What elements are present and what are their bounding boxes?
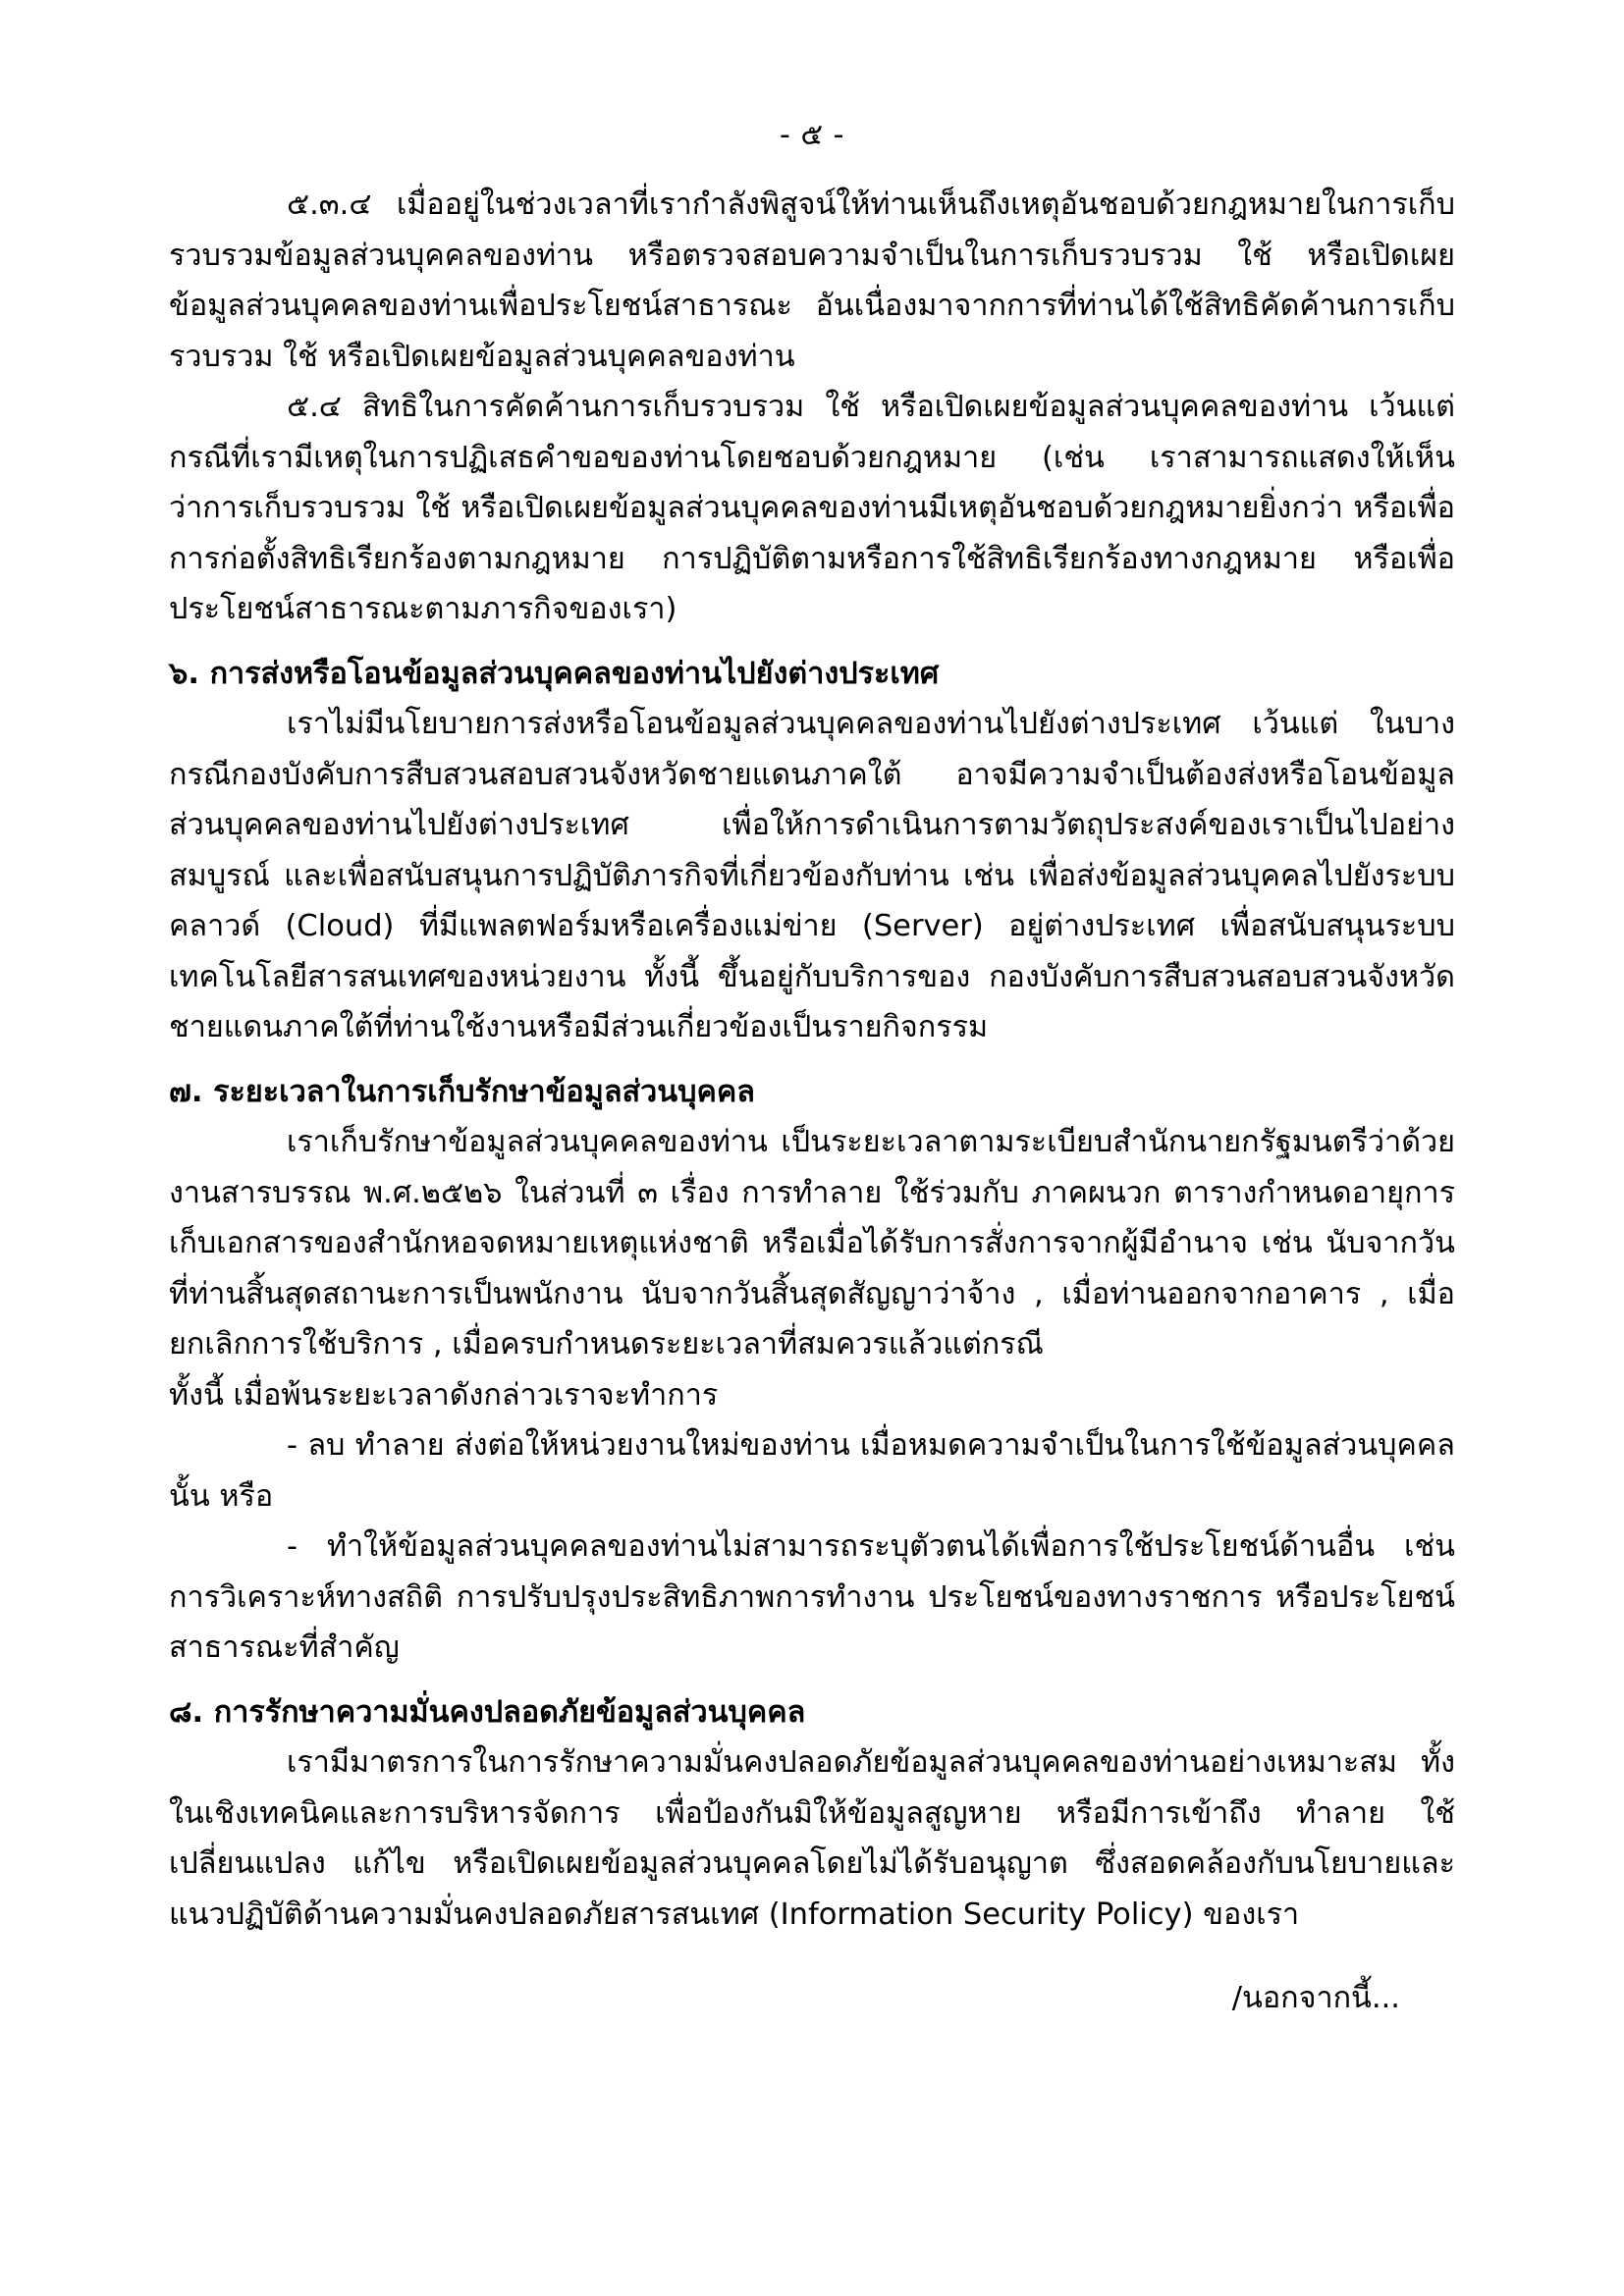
paragraph-section-7-bullet-2: - ทำให้ข้อมูลส่วนบุคคลของท่านไม่สามารถระบุตัวตนได้เพื่อการใช้ประโยชน์ด้านอื่น เช่น การวิเคราะห์ทางสถิติ การปรับปรุงประสิทธิภาพการทำงาน ประโยชน์ของทางราชการ หรือประโยชน์สาธารณะที่สำคัญ	[169, 1529, 1455, 1665]
page-number: - ๕ -	[780, 118, 844, 152]
paragraph-section-7: เราเก็บรักษาข้อมูลส่วนบุคคลของท่าน เป็นระยะเวลาตามระเบียบสำนักนายกรัฐมนตรีว่าด้วยงานสารบรรณ พ.ศ.๒๕๒๖ ในส่วนที่ ๓ เรื่อง การทำลาย ใช้ร่วมกับ ภาคผนวก ตารางกำหนดอายุการเก็บเอกสารของสำนักหอจดหมายเหตุแห่งชาติ หรือเมื่อได้รับการสั่งการจากผู้มีอำนาจ เช่น นับจากวันที่ท่านสิ้นสุดสถานะการเป็นพนักงาน นับจากวันสิ้นสุดสัญญาว่าจ้าง , เมื่อท่านออกจากอาคาร , เมื่อยกเลิกการใช้บริการ , เมื่อครบกำหนดระยะเวลาที่สมควรแล้วแต่กรณี	[169, 1125, 1455, 1362]
paragraph-section-7-continued: ทั้งนี้ เมื่อพ้นระยะเวลาดังกล่าวเราจะทำการ	[169, 1377, 719, 1413]
section-heading-7: ๗. ระยะเวลาในการเก็บรักษาข้อมูลส่วนบุคคล	[169, 1074, 755, 1109]
paragraph-section-8: เรามีมาตรการในการรักษาความมั่นคงปลอดภัยข้อมูลส่วนบุคคลของท่านอย่างเหมาะสม ทั้งในเชิงเทคนิคและการบริหารจัดการ เพื่อป้องกันมิให้ข้อมูลสูญหาย หรือมีการเข้าถึง ทำลาย ใช้ เปลี่ยนแปลง แก้ไข หรือเปิดเผยข้อมูลส่วนบุคคลโดยไม่ได้รับอนุญาต ซึ่งสอดคล้องกับนโยบายและแนวปฏิบัติด้านความมั่นคงปลอดภัยสารสนเทศ (Information Security Policy) ของเรา	[169, 1745, 1455, 1932]
paragraph-5-3-4: ๕.๓.๔ เมื่ออยู่ในช่วงเวลาที่เรากำลังพิสูจน์ให้ท่านเห็นถึงเหตุอันชอบด้วยกฎหมายในการเก็บรวบรวมข้อมูลส่วนบุคคลของท่าน หรือตรวจสอบความจำเป็นในการเก็บรวบรวม ใช้ หรือเปิดเผยข้อมูลส่วนบุคคลของท่านเพื่อประโยชน์สาธารณะ อันเนื่องมาจากการที่ท่านได้ใช้สิทธิคัดค้านการเก็บรวบรวม ใช้ หรือเปิดเผยข้อมูลส่วนบุคคลของท่าน	[169, 187, 1455, 374]
footer-continuation-note: /นอกจากนี้...	[1231, 1981, 1400, 2015]
paragraph-section-7-bullet-1: - ลบ ทำลาย ส่งต่อให้หน่วยงานใหม่ของท่าน เมื่อหมดความจำเป็นในการใช้ข้อมูลส่วนบุคคลนั้น หรือ	[169, 1428, 1455, 1514]
section-heading-8: ๘. การรักษาความมั่นคงปลอดภัยข้อมูลส่วนบุคคล	[169, 1694, 806, 1730]
page-content	[169, 116, 1455, 2024]
section-heading-6: ๖. การส่งหรือโอนข้อมูลส่วนบุคคลของท่านไปยังต่างประเทศ	[169, 656, 940, 691]
paragraph-5-4: ๕.๔ สิทธิในการคัดค้านการเก็บรวบรวม ใช้ หรือเปิดเผยข้อมูลส่วนบุคคลของท่าน เว้นแต่กรณีที่เรามีเหตุในการปฏิเสธคำขอของท่านโดยชอบด้วยกฎหมาย (เช่น เราสามารถแสดงให้เห็นว่าการเก็บรวบรวม ใช้ หรือเปิดเผยข้อมูลส่วนบุคคลของท่านมีเหตุอันชอบด้วยกฎหมายยิ่งกว่า หรือเพื่อการก่อตั้งสิทธิเรียกร้องตามกฎหมาย การปฏิบัติตามหรือการใช้สิทธิเรียกร้องทางกฎหมาย หรือเพื่อประโยชน์สาธารณะตามภารกิจของเรา)	[169, 390, 1455, 626]
paragraph-section-6: เราไม่มีนโยบายการส่งหรือโอนข้อมูลส่วนบุคคลของท่านไปยังต่างประเทศ เว้นแต่ ในบางกรณีกองบังคับการสืบสวนสอบสวนจังหวัดชายแดนภาคใต้ อาจมีความจำเป็นต้องส่งหรือโอนข้อมูลส่วนบุคคลของท่านไปยังต่างประเทศ เพื่อให้การดำเนินการตามวัตถุประสงค์ของเราเป็นไปอย่างสมบูรณ์ และเพื่อสนับสนุนการปฏิบัติภารกิจที่เกี่ยวข้องกับท่าน เช่น เพื่อส่งข้อมูลส่วนบุคคลไปยังระบบคลาวด์ (Cloud) ที่มีแพลตฟอร์มหรือเครื่องแม่ข่าย (Server) อยู่ต่างประเทศ เพื่อสนับสนุนระบบเทคโนโลยีสารสนเทศของหน่วยงาน ทั้งนี้ ขึ้นอยู่กับบริการของ กองบังคับการสืบสวนสอบสวนจังหวัดชายแดนภาคใต้ที่ท่านใช้งานหรือมีส่วนเกี่ยวข้องเป็นรายกิจกรรม	[169, 707, 1455, 1044]
